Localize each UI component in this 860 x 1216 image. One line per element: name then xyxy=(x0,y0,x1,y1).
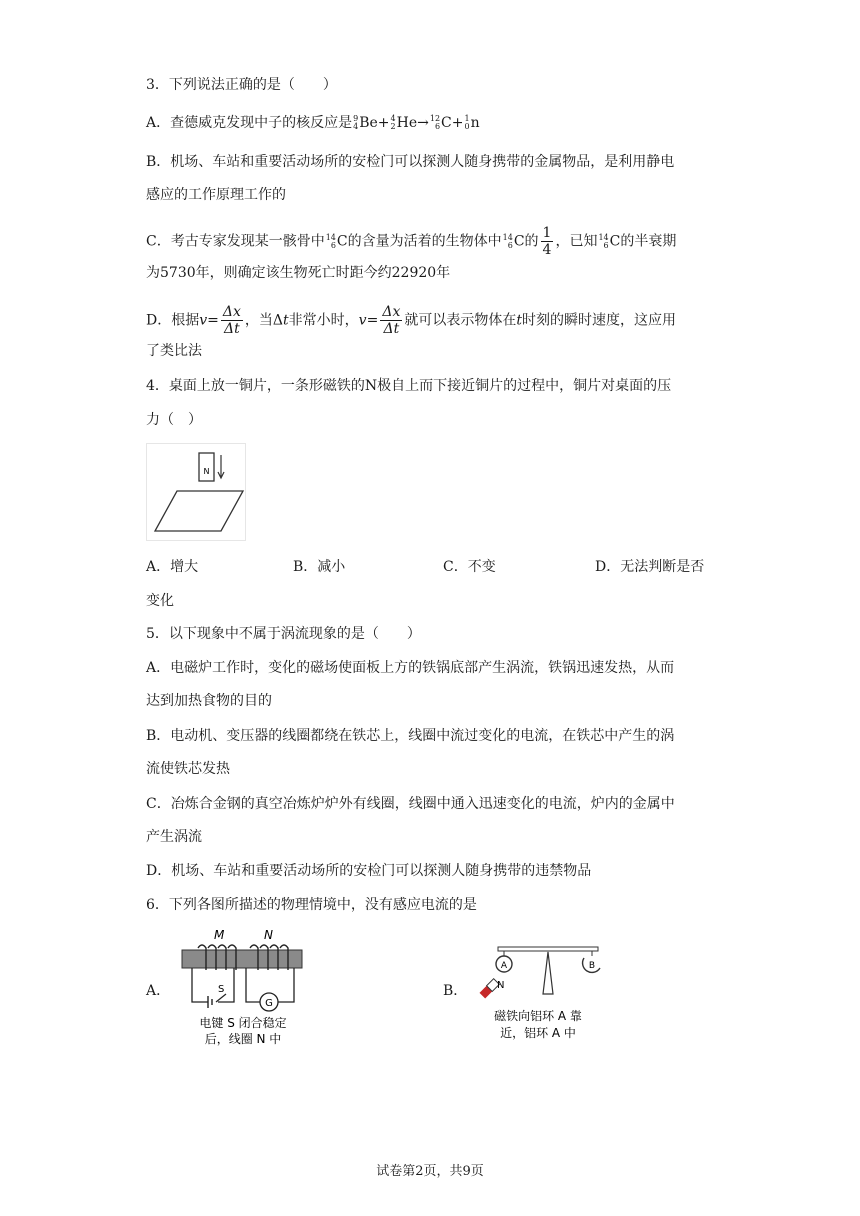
q4-option-b: B．减小 xyxy=(293,559,346,575)
fraction-one-quarter: $\frac{1}{4}$ xyxy=(542,225,552,258)
magnet-copper-figure xyxy=(146,443,246,541)
coil-m-label: M xyxy=(214,928,225,942)
aluminium-ring-figure xyxy=(472,938,612,1046)
galvanometer-g-label: G xyxy=(265,998,273,1009)
switch-s-label: S xyxy=(218,984,225,995)
q6-option-a-label: A． xyxy=(146,983,171,999)
q4-stem-line1: 4．桌面上放一铜片，一条形磁铁的N极自上而下接近铜片的过程中，铜片对桌面的压 xyxy=(146,378,672,394)
q4-option-d: D．无法判断是否 xyxy=(595,559,705,575)
balance-beam xyxy=(498,947,598,951)
fig-b-caption-1: 磁铁向铝环 A 靠 xyxy=(494,1009,582,1023)
q3-option-c-line1: C．考古专家发现某一骸骨中 14 6 C的含量为活着的生物体中 14 6 C的 $\frac{1}{4}$ ，已知 14 6 C的半衰期 xyxy=(146,225,677,258)
q4-option-c: C．不变 xyxy=(443,559,496,575)
q3-option-d-line1: D．根据v= $\frac{\Delta x}{\Delta t}$ ，当Δt非常小时，v= $\frac{\Delta x}{\Delta t}$ 就可以表示物体在t时刻的瞬时速度，这应用 xyxy=(146,304,676,337)
q5-option-a-line1: A．电磁炉工作时，变化的磁场使面板上方的铁锅底部产生涡流，铁锅迅速发热，从而 xyxy=(146,660,675,676)
page-footer: 试卷第2页，共9页 xyxy=(376,1164,484,1179)
q3-option-d-line2: 了类比法 xyxy=(146,343,202,359)
fraction-dx-dt-1: $\frac{\Delta x}{\Delta t}$ xyxy=(222,304,241,337)
q5-option-b-line1: B．电动机、变压器的线圈都绕在铁芯上，线圈中流过变化的电流，在铁芯中产生的涡 xyxy=(146,728,675,744)
magnet-n-label: N xyxy=(203,467,210,476)
coil-n-label: N xyxy=(264,928,273,942)
q5-option-c-line2: 产生涡流 xyxy=(146,829,202,845)
q5-option-a-line2: 达到加热食物的目的 xyxy=(146,693,272,709)
q3-stem: 3．下列说法正确的是（ ） xyxy=(146,77,337,93)
magnet-pole-label: N xyxy=(497,980,505,991)
fraction-dx-dt-2: $\frac{\Delta x}{\Delta t}$ xyxy=(382,304,401,337)
fig-a-caption-2: 后，线圈 N 中 xyxy=(204,1032,282,1046)
switch-icon xyxy=(216,994,226,1002)
q6-stem: 6．下列各图所描述的物理情境中，没有感应电流的是 xyxy=(146,897,477,913)
fig-a-caption-1: 电键 S 闭合稳定 xyxy=(199,1016,287,1030)
ring-b-label: B xyxy=(588,961,596,971)
q5-option-d: D．机场、车站和重要活动场所的安检门可以探测人随身携带的违禁物品 xyxy=(146,863,592,879)
q5-option-b-line2: 流使铁芯发热 xyxy=(146,761,230,777)
balance-pivot xyxy=(543,952,553,994)
q5-stem: 5．以下现象中不属于涡流现象的是（ ） xyxy=(146,626,421,642)
fig-b-caption-2: 近，铝环 A 中 xyxy=(500,1026,576,1040)
ring-a-label: A xyxy=(500,961,508,971)
iron-core xyxy=(182,950,302,968)
q3-option-b-line1: B．机场、车站和重要活动场所的安检门可以探测人随身携带的金属物品，是利用静电 xyxy=(146,154,675,170)
q4-option-d-continued: 变化 xyxy=(146,593,174,609)
q3-option-c-line2: 为5730年，则确定该生物死亡时距今约22920年 xyxy=(146,265,451,281)
q3-option-a: A．查德威克发现中子的核反应是 9 4 Be+ 4 2 He→ 12 6 C+ 1 0 n xyxy=(146,114,480,131)
q3-option-b-line2: 感应的工作原理工作的 xyxy=(146,187,286,203)
q4-stem-line2: 力（ ） xyxy=(146,412,202,428)
q4-option-a: A．增大 xyxy=(146,559,199,575)
q6-option-b-label: B． xyxy=(443,983,468,999)
coil-circuit-figure xyxy=(178,926,308,1048)
q5-option-c-line1: C．冶炼合金钢的真空冶炼炉炉外有线圈，线圈中通入迅速变化的电流，炉内的金属中 xyxy=(146,796,675,812)
copper-plate xyxy=(155,491,243,531)
